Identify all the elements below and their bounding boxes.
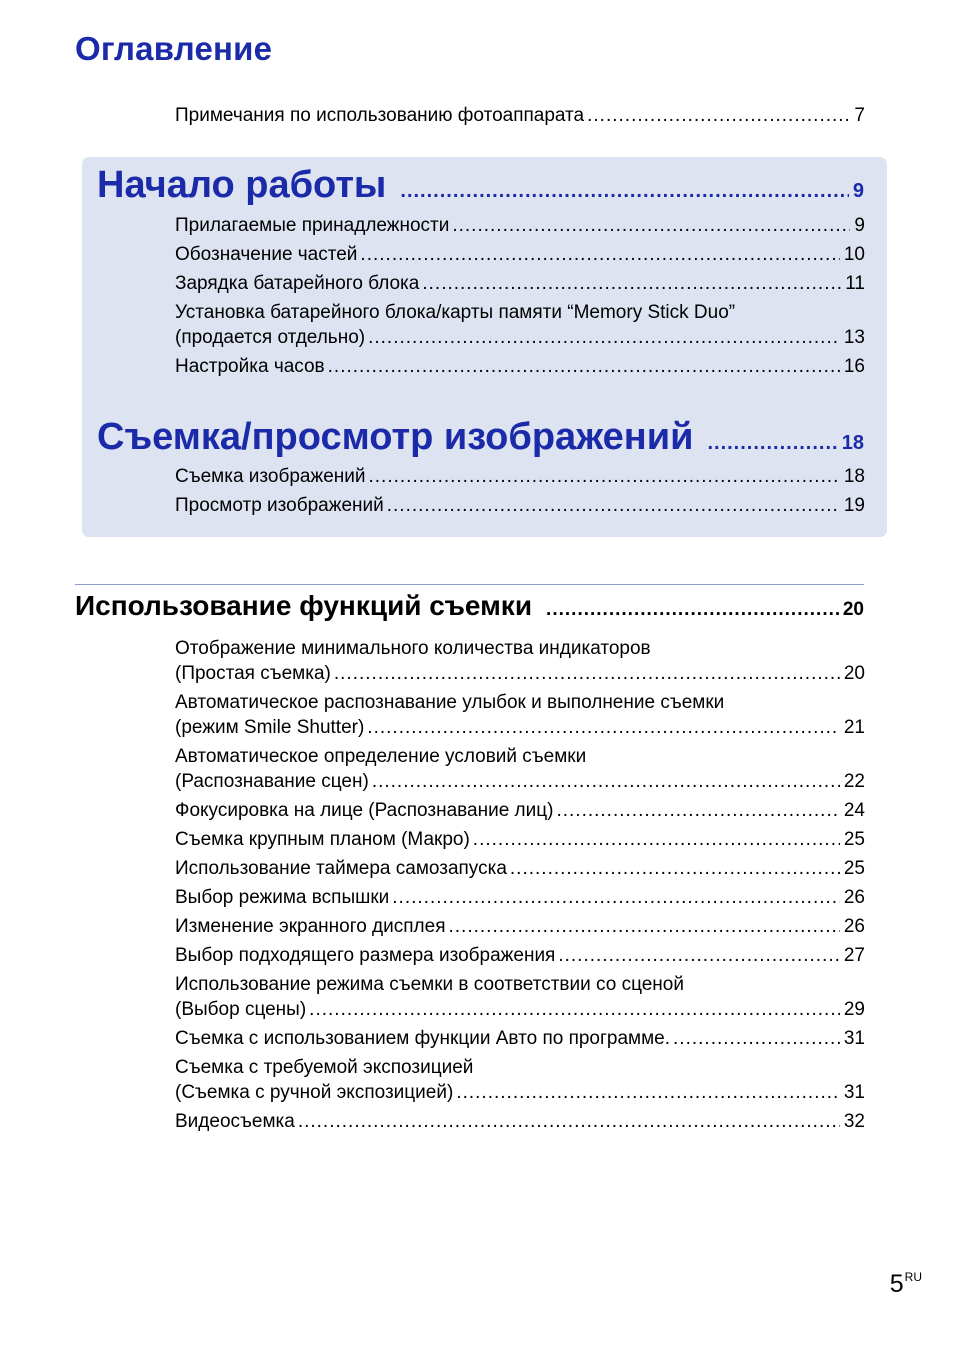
entry-page-number: 32	[843, 1111, 865, 1132]
toc-entry[interactable]	[175, 271, 865, 296]
section-heading-shooting-viewing[interactable]	[97, 416, 864, 459]
section-heading-getting-started[interactable]	[97, 164, 864, 207]
dot-leader	[334, 661, 840, 686]
entry-page-number: 13	[843, 327, 865, 348]
entry-page-number: 18	[843, 466, 865, 487]
dot-leader	[673, 1026, 840, 1051]
entry-page-number: 11	[845, 273, 865, 294]
dot-leader	[367, 715, 840, 740]
page-number-value: 5	[889, 1270, 904, 1298]
entry-label: Изменение экранного дисплея	[175, 916, 446, 937]
entry-label: Просмотр изображений	[175, 495, 384, 516]
toc-entry[interactable]	[175, 464, 865, 489]
dot-leader	[707, 432, 837, 455]
section-title: Начало работы	[97, 164, 387, 206]
dot-leader	[510, 856, 840, 881]
entry-label: Съемка крупным планом (Макро)	[175, 829, 470, 850]
language-code: RU	[904, 1270, 922, 1284]
toc-entry[interactable]	[175, 636, 865, 686]
dot-leader	[392, 885, 840, 910]
entry-label: Съемка с использованием функции Авто по программе.	[175, 1028, 671, 1049]
entry-label: Съемка изображений	[175, 466, 366, 487]
section-heading-shooting-functions[interactable]	[75, 590, 864, 622]
entry-page-number: 19	[843, 495, 865, 516]
entry-label: Автоматическое распознавание улыбок и выполнение съемки	[175, 692, 725, 713]
dot-leader	[558, 943, 840, 968]
entry-page-number: 24	[843, 800, 865, 821]
entry-label: (режим Smile Shutter)	[175, 717, 365, 738]
entry-page-number: 31	[843, 1028, 865, 1049]
dot-leader	[369, 464, 840, 489]
toc-entry[interactable]	[175, 972, 865, 1022]
toc-entry[interactable]	[175, 493, 865, 518]
toc-entry[interactable]	[175, 798, 865, 823]
toc-entry-intro[interactable]	[175, 103, 865, 128]
toc-entry[interactable]	[175, 354, 865, 379]
section-divider	[75, 584, 864, 585]
toc-entry[interactable]	[175, 690, 865, 740]
entry-label: Отображение минимального количества индикаторов	[175, 638, 651, 659]
entry-label: (Съемка с ручной экспозицией)	[175, 1082, 454, 1103]
entry-page-number: 25	[843, 858, 865, 879]
entry-label: Видеосъемка	[175, 1111, 295, 1132]
dot-leader	[422, 271, 841, 296]
section-title: Съемка/просмотр изображений	[97, 416, 694, 458]
toc-entry[interactable]	[175, 1109, 865, 1134]
dot-leader	[387, 493, 840, 518]
toc-entry[interactable]	[175, 1026, 865, 1051]
dot-leader	[328, 354, 840, 379]
entry-page-number: 20	[843, 663, 865, 684]
entry-label: (Распознавание сцен)	[175, 771, 369, 792]
entry-label: Выбор подходящего размера изображения	[175, 945, 556, 966]
dot-leader	[298, 1109, 840, 1134]
dot-leader	[587, 103, 850, 128]
toc-entry[interactable]	[175, 1055, 865, 1105]
entry-page-number: 22	[843, 771, 865, 792]
section-title: Использование функций съемки	[75, 590, 533, 621]
entry-page-number: 29	[843, 999, 865, 1020]
entry-label: Использование таймера самозапуска	[175, 858, 507, 879]
entry-label: (Простая съемка)	[175, 663, 331, 684]
entry-page-number: 10	[843, 244, 865, 265]
entry-page-number: 9	[854, 215, 865, 236]
entry-page-number: 21	[843, 717, 865, 738]
dot-leader	[449, 914, 840, 939]
entry-label: Обозначение частей	[175, 244, 358, 265]
entry-page-number: 7	[854, 105, 865, 126]
dot-leader	[452, 213, 850, 238]
dot-leader	[309, 997, 840, 1022]
page-number	[890, 1270, 922, 1299]
entry-page-number: 26	[843, 916, 865, 937]
entry-label: Настройка часов	[175, 356, 325, 377]
entry-page-number: 31	[843, 1082, 865, 1103]
dot-leader	[556, 798, 839, 823]
toc-entry[interactable]	[175, 885, 865, 910]
toc-entry[interactable]	[175, 744, 865, 794]
dot-leader	[456, 1080, 840, 1105]
entry-page-number: 26	[843, 887, 865, 908]
section-page-number: 18	[841, 432, 864, 454]
entry-page-number: 27	[843, 945, 865, 966]
toc-entry[interactable]	[175, 213, 865, 238]
toc-entry[interactable]	[175, 300, 865, 350]
entry-label: Прилагаемые принадлежности	[175, 215, 450, 236]
toc-entry[interactable]	[175, 827, 865, 852]
toc-entry[interactable]	[175, 856, 865, 881]
toc-entry[interactable]	[175, 242, 865, 267]
toc-entry[interactable]	[175, 943, 865, 968]
dot-leader	[400, 180, 848, 203]
entry-label: Автоматическое определение условий съемки	[175, 746, 587, 767]
entry-label: (Выбор сцены)	[175, 999, 307, 1020]
page-title: Оглавление	[75, 30, 273, 67]
entry-label: Использование режима съемки в соответствии со сценой	[175, 974, 684, 995]
section-page-number: 20	[842, 599, 864, 620]
entry-page-number: 16	[843, 356, 865, 377]
entry-label: Установка батарейного блока/карты памяти “Memory Stick Duo”	[175, 302, 736, 323]
entry-label: Примечания по использованию фотоаппарата	[175, 105, 585, 126]
dot-leader	[473, 827, 840, 852]
dot-leader	[368, 325, 840, 350]
entry-label: Выбор режима вспышки	[175, 887, 390, 908]
toc-entry[interactable]	[175, 914, 865, 939]
entry-label: (продается отдельно)	[175, 327, 366, 348]
dot-leader	[372, 769, 840, 794]
entry-label: Съемка с требуемой экспозицией	[175, 1057, 474, 1078]
entry-label: Фокусировка на лице (Распознавание лиц)	[175, 800, 554, 821]
entry-label: Зарядка батарейного блока	[175, 273, 420, 294]
dot-leader	[360, 242, 839, 267]
section-page-number: 9	[852, 180, 864, 202]
dot-leader	[546, 599, 839, 621]
entry-page-number: 25	[843, 829, 865, 850]
